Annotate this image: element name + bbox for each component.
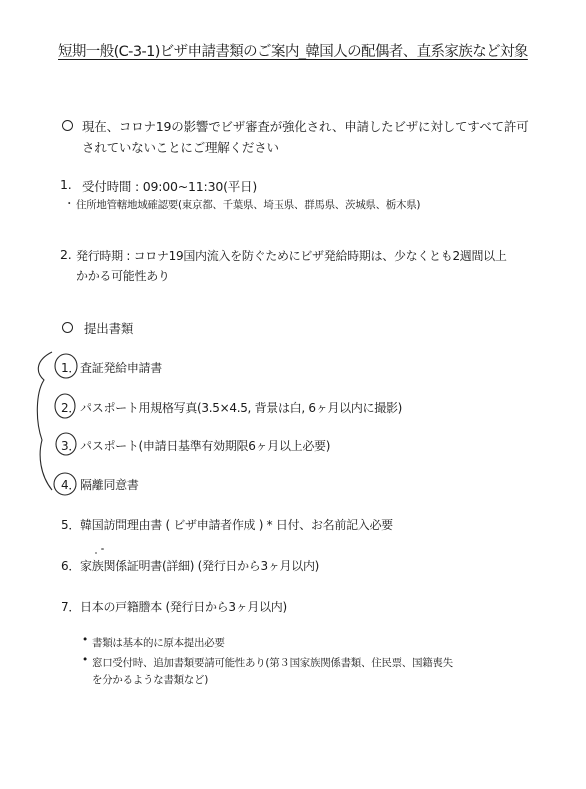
reception-number: 1. <box>60 177 72 192</box>
notice-line-1: 現在、コロナ19の影響でビザ審査が強化され、申請したビザに対してすべて許可 <box>82 119 529 134</box>
scan-speck <box>101 548 104 550</box>
document-item-number: 5 <box>61 518 69 532</box>
note-original-documents: 書類は基本的に原本提出必要 <box>92 637 225 649</box>
note-additional-documents-line-1: 窓口受付時、追加書類要請可能性あり(第３国家族関係書類、住民票、国籍喪失 <box>92 657 453 669</box>
document-item-text: ．家族関係証明書(詳細) (発行日から3ヶ月以内) <box>68 559 320 573</box>
document-item-number: 3 <box>61 439 69 453</box>
document-item-number: 7 <box>61 600 69 614</box>
documents-heading: 提出書類 <box>84 321 134 336</box>
reception-area: 住所地管轄地域確認要(東京都、千葉県、埼玉県、群馬県、茨城県、栃木県) <box>76 199 421 211</box>
note-bullet: • <box>82 634 88 646</box>
document-item-number: 1 <box>61 361 69 375</box>
issuance-number: 2. <box>60 247 72 262</box>
document-item-text: ．査証発給申請書 <box>68 361 162 375</box>
scan-speck <box>95 552 97 554</box>
document-item-text: ．隔離同意書 <box>68 478 139 492</box>
issuance-line-1: 発行時期 : コロナ19国内流入を防ぐためにビザ発給時期は、少なくとも2週間以上 <box>76 249 507 263</box>
page-title: 短期一般(C-3-1)ビザ申請書類のご案内_韓国人の配偶者、直系家族など対象 <box>58 44 528 60</box>
note-additional-documents-line-2: を分かるような書類など) <box>92 674 208 686</box>
document-item-number: 6 <box>61 559 69 573</box>
issuance-line-2: かかる可能性あり <box>76 269 170 283</box>
document-item-text: ．パスポート(申請日基準有効期限6ヶ月以上必要) <box>68 439 331 453</box>
document-item-text: ．韓国訪問理由書 ( ビザ申請者作成 ) * 日付、お名前記入必要 <box>68 518 393 532</box>
note-bullet: • <box>82 654 88 666</box>
reception-hours: 受付時間 : 09:00~11:30(平日) <box>82 179 258 194</box>
document-item-number: 2 <box>61 401 69 415</box>
document-item-number: 4 <box>61 478 69 492</box>
document-item-text: ．パスポート用規格写真(3.5×4.5, 背景は白, 6ヶ月以内に撮影) <box>68 401 403 415</box>
notice-line-2: されていないことにご理解ください <box>82 140 279 155</box>
reception-bullet: ・ <box>64 198 75 210</box>
document-item-text: ．日本の戸籍謄本 (発行日から3ヶ月以内) <box>68 600 287 614</box>
